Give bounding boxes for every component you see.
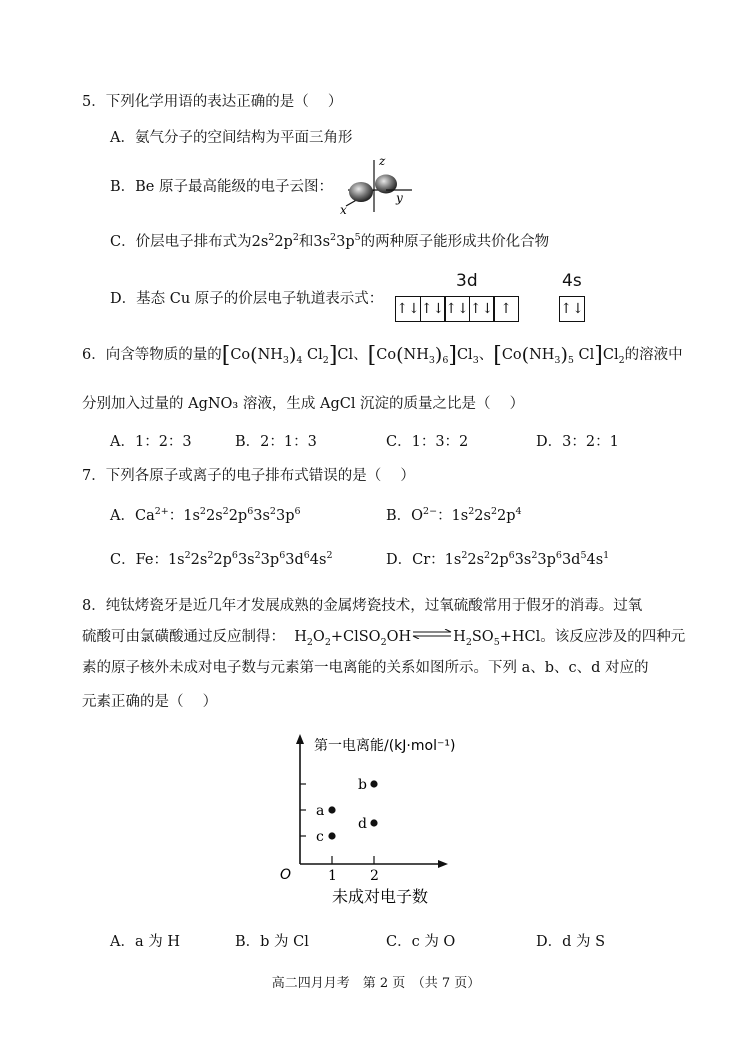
q6-option-a: A．1：2：3 bbox=[110, 434, 192, 450]
data-point-label-b: b bbox=[358, 777, 367, 793]
chart-x-label: 未成对电子数 bbox=[332, 887, 429, 906]
z-axis-label: z bbox=[379, 154, 386, 168]
orbital-box: ↑↓ bbox=[420, 296, 446, 322]
orbital-lobe-right bbox=[375, 175, 397, 194]
data-point-c bbox=[328, 832, 335, 839]
q8-option-b: B．b 为 Cl bbox=[235, 934, 309, 950]
q6-stem-line2: 分别加入过量的 AgNO₃ 溶液，生成 AgCl 沉淀的质量之比是（ ） bbox=[82, 396, 525, 412]
chart-origin-label: O bbox=[280, 867, 292, 883]
x-axis-label: x bbox=[340, 203, 347, 216]
q6-option-b: B．2：1：3 bbox=[235, 434, 317, 450]
q5-option-d: D．基态 Cu 原子的价层电子轨道表示式： bbox=[110, 291, 384, 307]
q7-option-c: C．Fe：$1s^22s^22p^63s^23p^63d^64s^2$ bbox=[110, 550, 333, 568]
orbital-lobe-left bbox=[349, 182, 373, 202]
q8-stem-line3: 素的原子核外未成对电子数与元素第一电离能的关系如图所示。下列 a、b、c、d 对应的 bbox=[82, 660, 649, 676]
equilibrium-arrow bbox=[411, 629, 453, 639]
y-axis-arrow bbox=[296, 734, 304, 744]
q6-option-c: C．1：3：2 bbox=[386, 434, 469, 450]
orbital-label-3d: 3d bbox=[456, 271, 478, 291]
data-point-d bbox=[370, 819, 377, 826]
x-axis-arrow bbox=[438, 860, 448, 868]
q8-option-c: C．c 为 O bbox=[386, 934, 456, 950]
data-point-a bbox=[328, 806, 335, 813]
p-orbital-cloud-diagram bbox=[334, 150, 424, 216]
q7-stem: 7．下列各原子或离子的电子排布式错误的是（ ） bbox=[82, 468, 415, 484]
y-axis-label: y bbox=[396, 191, 403, 205]
q8-stem-line1: 8．纯钛烤瓷牙是近几年才发展成熟的金属烤瓷技术，过氧硫酸常用于假牙的消毒。过氧 bbox=[82, 598, 643, 614]
x-tick-label: 1 bbox=[328, 868, 337, 884]
orbital-label-4s: 4s bbox=[562, 271, 582, 291]
q8-option-a: A．a 为 H bbox=[110, 934, 180, 950]
q5-option-b: B．Be 原子最高能级的电子云图： bbox=[110, 179, 334, 195]
orbital-box: ↑↓ bbox=[469, 296, 495, 322]
ionization-energy-chart bbox=[272, 728, 472, 910]
q6-stem-line1: 6．向含等物质的量的[$Co(NH_3)_4$ $Cl_2]Cl$、$[Co(NH_3)_6]Cl_3$、[$Co(NH_3)_5$ $Cl]Cl_2$的溶液中 bbox=[82, 343, 683, 368]
orbital-box: ↑↓ bbox=[559, 296, 585, 322]
q7-option-b: B．$O^{2-}$：$1s^22s^22p^4$ bbox=[386, 506, 522, 524]
orbital-box: ↑ bbox=[493, 296, 519, 322]
data-point-b bbox=[370, 780, 377, 787]
q7-option-d: D．Cr：$1s^22s^22p^63s^23p^63d^54s^1$ bbox=[386, 550, 610, 568]
orbital-diagram-3d bbox=[395, 296, 518, 322]
orbital-box: ↑↓ bbox=[395, 296, 421, 322]
page-footer: 高二四月月考 第 2 页 （共 7 页） bbox=[271, 976, 481, 991]
q8-stem-line4: 元素正确的是（ ） bbox=[82, 694, 218, 710]
q5-stem: 5．下列化学用语的表达正确的是（ ） bbox=[82, 94, 343, 110]
q5-option-a: A．氨气分子的空间结构为平面三角形 bbox=[110, 130, 353, 146]
data-point-label-a: a bbox=[316, 803, 325, 819]
data-point-label-d: d bbox=[358, 816, 367, 832]
q8-stem-line2: 硫酸可由氯磺酸通过反应制得： $H_2O_2+ClSO_2OH$ $H_2SO_5+HCl$。该反应涉及的四种元 bbox=[82, 629, 686, 648]
orbital-diagram-4s bbox=[559, 296, 584, 322]
q6-option-d: D．3：2：1 bbox=[536, 434, 619, 450]
chart-y-label: 第一电离能/(kJ·mol⁻¹) bbox=[314, 738, 456, 754]
data-point-label-c: c bbox=[316, 829, 324, 845]
orbital-box: ↑↓ bbox=[444, 296, 470, 322]
x-tick-label: 2 bbox=[370, 868, 379, 884]
q7-option-a: A．$Ca^{2+}$：$1s^22s^22p^63s^23p^6$ bbox=[110, 506, 301, 524]
q5-option-c: C．价层电子排布式为$2s^22p^2$和$3s^23p^5$的两种原子能形成共价化合物 bbox=[110, 232, 550, 250]
q8-option-d: D．d 为 S bbox=[536, 934, 606, 950]
